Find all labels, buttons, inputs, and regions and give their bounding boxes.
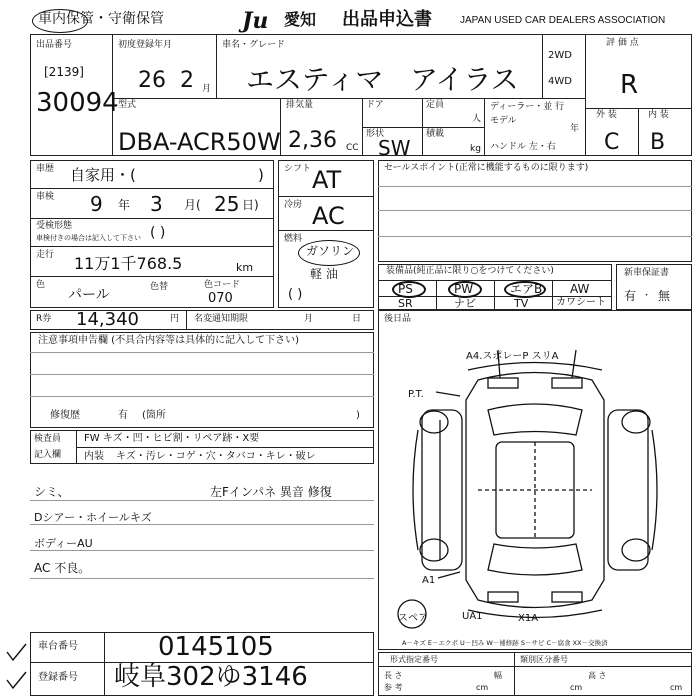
brand-region: 愛知 bbox=[284, 10, 317, 29]
remark-3: ボディーAU bbox=[34, 537, 93, 550]
name-change-day: 日 bbox=[352, 314, 362, 324]
remark-right: 左Fインパネ 異音 修復 bbox=[210, 485, 332, 499]
car-name: エスティマ bbox=[246, 63, 384, 96]
inspector-label-2: 記入欄 bbox=[34, 450, 62, 460]
shaken-day: 25 bbox=[214, 192, 240, 216]
capacity-unit: 人 bbox=[472, 114, 482, 124]
diagram-top-note: A4.スポレーP スリA bbox=[466, 351, 559, 362]
equip-sr: SR bbox=[398, 297, 413, 310]
rating-int-label: 内 装 bbox=[648, 110, 669, 120]
fuel-gas: ガソリン bbox=[306, 244, 355, 258]
fuel-paren: ( ) bbox=[288, 287, 303, 302]
association-name: JAPAN USED CAR DEALERS ASSOCIATION bbox=[460, 15, 666, 26]
name-change-label: 名変通知期限 bbox=[194, 314, 249, 324]
form-title: 出品申込書 bbox=[342, 9, 432, 30]
car-diagram bbox=[378, 330, 692, 650]
history-label: 車歴 bbox=[36, 164, 55, 174]
plate-value: 岐阜302ゆ3146 bbox=[114, 662, 308, 692]
chassis-label: 車台番号 bbox=[38, 641, 78, 652]
registration-month-unit: 月 bbox=[202, 84, 212, 94]
rating-label: 評 価 点 bbox=[606, 38, 639, 48]
equip-aw: AW bbox=[570, 282, 590, 296]
rating-value: R bbox=[620, 70, 639, 100]
door-shape-label: 形状 bbox=[366, 129, 385, 139]
aircon-value: AC bbox=[312, 202, 345, 230]
equip-airbag: エアB bbox=[510, 282, 543, 296]
shift-label: シフト bbox=[284, 164, 312, 174]
inspector-label-1: 検査員 bbox=[34, 434, 62, 444]
notes-label: 注意事項申告欄 (不具合内容等は具体的に記入して下さい) bbox=[38, 335, 299, 346]
spec-l4: 幅 bbox=[494, 671, 502, 680]
equipment-label: 装備品(純正品に限り○をつけてください) bbox=[386, 266, 554, 276]
inspector-row1: FW キズ・凹・ヒビ割・リペア跡・X要 bbox=[84, 433, 260, 444]
diagram-ua1: UA1 bbox=[462, 611, 483, 622]
color-label: 色 bbox=[36, 280, 46, 290]
name-change-month: 月 bbox=[304, 314, 314, 324]
drive-2wd: 2WD bbox=[548, 50, 572, 61]
warranty-label: 新車保証書 bbox=[624, 268, 670, 278]
shaken-day-unit: 日) bbox=[242, 198, 259, 212]
repair-close: ) bbox=[356, 410, 360, 421]
capacity-label: 定員 bbox=[426, 100, 445, 110]
dealer-handle: ハンドル 左・右 bbox=[490, 142, 556, 152]
color-value: パール bbox=[68, 287, 110, 303]
plate-label: 登録番号 bbox=[38, 672, 78, 683]
shaken-month-unit: 月( bbox=[184, 198, 201, 212]
shift-value: AT bbox=[312, 166, 342, 194]
equip-ps-circle bbox=[392, 281, 426, 298]
equip-pw: PW bbox=[454, 282, 474, 296]
equip-ps: PS bbox=[398, 282, 413, 296]
chassis-value: 0145105 bbox=[158, 632, 274, 662]
drive-4wd: 4WD bbox=[548, 76, 572, 87]
spec-unit-3: cm bbox=[670, 683, 683, 692]
equip-leather: カワシート bbox=[556, 297, 606, 308]
dealer-line2: モデル bbox=[490, 116, 517, 126]
equip-navi: ナビ bbox=[454, 297, 476, 310]
dealer-year: 年 bbox=[570, 124, 580, 134]
sales-box bbox=[378, 160, 692, 262]
door-shape: SW bbox=[378, 136, 411, 160]
color-code: 070 bbox=[208, 291, 233, 306]
load-label: 積載 bbox=[426, 129, 445, 139]
fuel-label: 燃料 bbox=[284, 234, 303, 244]
notes-box bbox=[30, 332, 374, 428]
rating-ext-label: 外 装 bbox=[596, 110, 617, 120]
dealer-line1: ディーラー・並 行 bbox=[490, 102, 565, 112]
car-label: 車名・グレード bbox=[222, 40, 286, 50]
warranty-yes: 有 bbox=[624, 289, 637, 303]
equip-tv: TV bbox=[514, 297, 529, 310]
shaken-label: 車検 bbox=[36, 192, 55, 202]
door-label: ドア bbox=[366, 100, 384, 110]
lot-sub: [2139] bbox=[44, 65, 84, 79]
recycle-label: R券 bbox=[36, 314, 52, 324]
rear-items-label: 後日品 bbox=[384, 314, 412, 324]
diagram-a1: A1 bbox=[422, 575, 436, 586]
registration-label: 初度登録年月 bbox=[118, 40, 173, 50]
spec-l1: 形式指定番号 bbox=[390, 655, 438, 664]
sales-point-label: セールスポイント(正常に機能するものに限ります) bbox=[384, 163, 589, 173]
history-value: 自家用・( bbox=[70, 166, 136, 184]
car-grade: アイラス bbox=[410, 63, 519, 96]
mileage-label: 走行 bbox=[36, 250, 55, 260]
brand-logo: Ju bbox=[242, 8, 269, 34]
repair-label: 修復歴 bbox=[50, 410, 80, 421]
recycle-value: 14,340 bbox=[76, 309, 139, 330]
color-change-label: 色替 bbox=[150, 282, 169, 292]
registration-year: 26 bbox=[138, 68, 166, 93]
remark-2: Dシアー・ホイールキズ bbox=[34, 511, 152, 524]
rating-int: B bbox=[650, 130, 666, 155]
displacement-label: 排気量 bbox=[286, 100, 314, 110]
receipt-label: 受検形態 bbox=[36, 221, 73, 231]
shaken-month: 3 bbox=[150, 192, 163, 216]
mileage-value: 11万1千768.5 bbox=[74, 254, 183, 273]
inspector-row2-label: 内装 bbox=[84, 451, 104, 462]
model-label: 型式 bbox=[118, 100, 137, 110]
aircon-label: 冷房 bbox=[284, 200, 303, 210]
diagram-spare: スペア bbox=[398, 613, 428, 624]
receipt-note: 車検付きの場合は記入して下さい bbox=[36, 234, 141, 242]
spec-unit-2: cm bbox=[570, 683, 583, 692]
fuel-diesel: 軽 油 bbox=[310, 267, 338, 281]
checkmarks bbox=[4, 640, 30, 696]
repair-location: (箇所 bbox=[142, 410, 166, 421]
displacement-value: 2,36 bbox=[288, 128, 337, 153]
shaken-year-unit: 年 bbox=[118, 198, 131, 212]
history-close: ) bbox=[258, 166, 264, 184]
load-unit: kg bbox=[470, 144, 481, 154]
equip-pw-circle bbox=[448, 281, 482, 298]
rear-items-box bbox=[378, 310, 692, 330]
lot-number: 30094 bbox=[36, 88, 119, 118]
repair-opt: 有 bbox=[118, 410, 128, 421]
remark-4: AC 不良。 bbox=[34, 561, 91, 575]
lot-label: 出品番号 bbox=[36, 40, 73, 50]
shaken-year: 9 bbox=[90, 192, 103, 216]
spec-l2: 類別区分番号 bbox=[520, 655, 568, 664]
diagram-xa: X1A bbox=[518, 613, 539, 624]
spec-l6: 参 考 bbox=[384, 683, 403, 692]
model-value: DBA-ACR50W bbox=[118, 128, 281, 156]
displacement-unit: CC bbox=[346, 143, 359, 153]
rating-ext: C bbox=[604, 130, 620, 155]
storage-label: 車内保管・守衛保管 bbox=[38, 11, 164, 27]
remark-1: シミ、 bbox=[34, 485, 70, 499]
warranty-sep: ・ bbox=[642, 291, 652, 301]
receipt-paren: ( ) bbox=[150, 225, 166, 241]
inspector-row2: キズ・汚レ・コゲ・穴・タバコ・キレ・破レ bbox=[116, 451, 316, 462]
color-code-label: 色コード bbox=[204, 280, 241, 290]
diagram-legend: A－キズ E－エクボ U－凹み W－補修跡 S－サビ C－腐食 XX－交換済 bbox=[402, 639, 608, 647]
mileage-unit: km bbox=[236, 261, 254, 274]
warranty-no: 無 bbox=[658, 289, 671, 303]
diagram-left-note: P.T. bbox=[408, 389, 424, 400]
spec-l3: 長 さ bbox=[384, 671, 403, 680]
spec-unit-1: cm bbox=[476, 683, 489, 692]
registration-month: 2 bbox=[180, 68, 194, 93]
equip-airbag-circle bbox=[504, 281, 546, 298]
spec-l5: 高 さ bbox=[588, 671, 607, 680]
recycle-unit: 円 bbox=[170, 314, 180, 324]
